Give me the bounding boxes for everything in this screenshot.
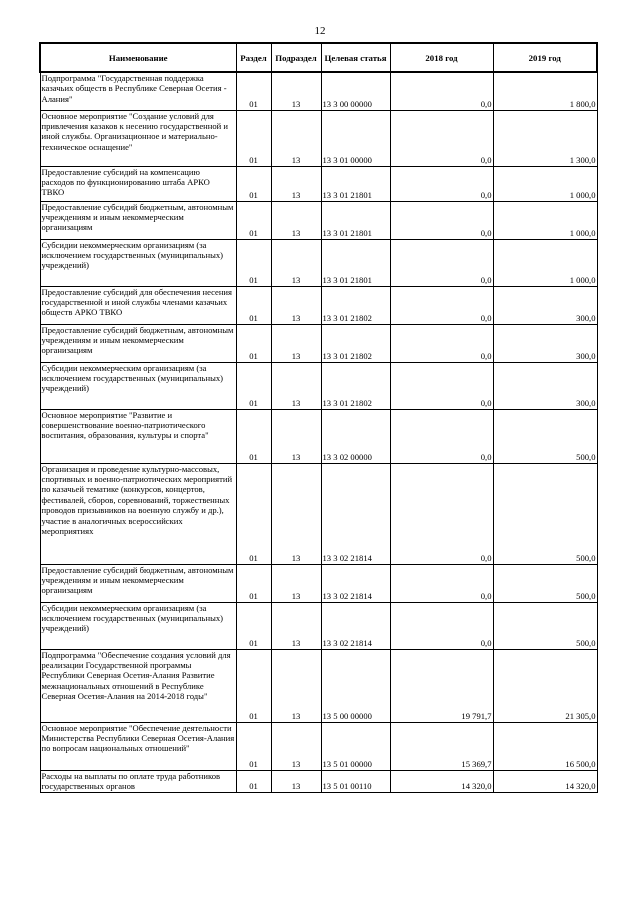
row-article: 13 3 01 21801 — [321, 166, 390, 201]
header-row — [40, 43, 597, 72]
table-row — [40, 239, 597, 286]
row-subsection: 13 — [271, 770, 321, 792]
row-subsection: 13 — [271, 649, 321, 722]
table-row — [40, 166, 597, 201]
row-section: 01 — [236, 770, 271, 792]
row-subsection: 13 — [271, 409, 321, 463]
row-amount-2018: 0,0 — [390, 602, 493, 649]
row-name: Расходы на выплаты по оплате труда работников государственных органов — [40, 770, 236, 792]
row-article: 13 5 01 00110 — [321, 770, 390, 792]
row-amount-2019: 500,0 — [493, 409, 597, 463]
row-section: 01 — [236, 463, 271, 564]
header-2019: 2019 год — [493, 43, 597, 72]
row-section: 01 — [236, 649, 271, 722]
row-article: 13 3 01 21801 — [321, 201, 390, 239]
row-article: 13 5 01 00000 — [321, 722, 390, 770]
page-number: 12 — [314, 25, 326, 37]
row-article: 13 3 01 21801 — [321, 239, 390, 286]
row-amount-2019: 1 000,0 — [493, 201, 597, 239]
row-amount-2018: 0,0 — [390, 201, 493, 239]
row-article: 13 3 02 00000 — [321, 409, 390, 463]
row-subsection: 13 — [271, 362, 321, 409]
row-amount-2019: 300,0 — [493, 286, 597, 324]
row-subsection: 13 — [271, 564, 321, 602]
header-2018: 2018 год — [390, 43, 493, 72]
row-name: Подпрограмма "Государственная поддержка казачьих обществ в Республике Северная Осетия - Алания" — [40, 72, 236, 110]
row-amount-2019: 1 300,0 — [493, 110, 597, 166]
table-row — [40, 72, 597, 110]
row-amount-2018: 19 791,7 — [390, 649, 493, 722]
row-amount-2018: 0,0 — [390, 72, 493, 110]
row-amount-2019: 300,0 — [493, 362, 597, 409]
row-name: Субсидии некоммерческим организациям (за исключением государственных (муниципальных) учреждений) — [40, 362, 236, 409]
row-name: Основное мероприятие "Обеспечение деятельности Министерства Республики Северная Осетия-Алания по вопросам национальных отношений" — [40, 722, 236, 770]
row-article: 13 3 02 21814 — [321, 564, 390, 602]
header-section: Раздел — [236, 43, 271, 72]
row-amount-2019: 1 000,0 — [493, 166, 597, 201]
row-amount-2018: 0,0 — [390, 564, 493, 602]
row-article: 13 3 02 21814 — [321, 463, 390, 564]
table-row — [40, 362, 597, 409]
row-section: 01 — [236, 409, 271, 463]
row-article: 13 3 02 21814 — [321, 602, 390, 649]
row-subsection: 13 — [271, 602, 321, 649]
row-section: 01 — [236, 324, 271, 362]
row-amount-2018: 14 320,0 — [390, 770, 493, 792]
row-amount-2019: 300,0 — [493, 324, 597, 362]
header-subsection: Подраздел — [271, 43, 321, 72]
row-section: 01 — [236, 602, 271, 649]
table-row — [40, 201, 597, 239]
row-section: 01 — [236, 239, 271, 286]
table-row — [40, 324, 597, 362]
row-amount-2019: 500,0 — [493, 564, 597, 602]
row-amount-2018: 0,0 — [390, 409, 493, 463]
row-subsection: 13 — [271, 239, 321, 286]
table-row — [40, 602, 597, 649]
row-amount-2018: 0,0 — [390, 324, 493, 362]
row-name: Субсидии некоммерческим организациям (за исключением государственных (муниципальных) учреждений) — [40, 602, 236, 649]
row-subsection: 13 — [271, 463, 321, 564]
row-amount-2019: 500,0 — [493, 602, 597, 649]
row-subsection: 13 — [271, 201, 321, 239]
row-amount-2019: 21 305,0 — [493, 649, 597, 722]
row-article: 13 3 01 21802 — [321, 362, 390, 409]
row-name: Предоставление субсидий бюджетным, автономным учреждениям и иным некоммерческим организациям — [40, 201, 236, 239]
row-subsection: 13 — [271, 166, 321, 201]
row-subsection: 13 — [271, 722, 321, 770]
row-name: Предоставление субсидий бюджетным, автономным учреждениям и иным некоммерческим организациям — [40, 324, 236, 362]
header-name: Наименование — [40, 43, 236, 72]
row-section: 01 — [236, 201, 271, 239]
row-name: Основное мероприятие "Развитие и совершенствование военно-патриотического воспитания, образования, культуры и спорта" — [40, 409, 236, 463]
row-amount-2018: 0,0 — [390, 286, 493, 324]
row-amount-2019: 500,0 — [493, 463, 597, 564]
row-section: 01 — [236, 722, 271, 770]
row-section: 01 — [236, 362, 271, 409]
row-subsection: 13 — [271, 72, 321, 110]
row-name: Основное мероприятие "Создание условий для привлечения казаков к несению государственной и иной службы. Организационное и материально-техническое оснащение" — [40, 110, 236, 166]
row-section: 01 — [236, 564, 271, 602]
row-amount-2018: 15 369,7 — [390, 722, 493, 770]
row-name: Предоставление субсидий бюджетным, автономным учреждениям и иным некоммерческим организациям — [40, 564, 236, 602]
table-row — [40, 286, 597, 324]
row-subsection: 13 — [271, 110, 321, 166]
table-row — [40, 770, 597, 792]
table-row — [40, 463, 597, 564]
row-article: 13 3 00 00000 — [321, 72, 390, 110]
row-amount-2019: 1 000,0 — [493, 239, 597, 286]
table-row — [40, 564, 597, 602]
table-row — [40, 722, 597, 770]
row-section: 01 — [236, 110, 271, 166]
row-name: Предоставление субсидий на компенсацию расходов по функционированию штаба АРКО ТВКО — [40, 166, 236, 201]
row-amount-2019: 14 320,0 — [493, 770, 597, 792]
row-amount-2018: 0,0 — [390, 110, 493, 166]
row-article: 13 3 01 21802 — [321, 286, 390, 324]
row-section: 01 — [236, 72, 271, 110]
table-row — [40, 409, 597, 463]
header-article: Целевая статья — [321, 43, 390, 72]
row-section: 01 — [236, 166, 271, 201]
row-article: 13 5 00 00000 — [321, 649, 390, 722]
row-subsection: 13 — [271, 286, 321, 324]
row-amount-2019: 1 800,0 — [493, 72, 597, 110]
row-article: 13 3 01 00000 — [321, 110, 390, 166]
row-section: 01 — [236, 286, 271, 324]
row-subsection: 13 — [271, 324, 321, 362]
row-amount-2018: 0,0 — [390, 362, 493, 409]
row-amount-2018: 0,0 — [390, 463, 493, 564]
row-name: Субсидии некоммерческим организациям (за исключением государственных (муниципальных) учреждений) — [40, 239, 236, 286]
row-amount-2018: 0,0 — [390, 166, 493, 201]
row-amount-2019: 16 500,0 — [493, 722, 597, 770]
table-row — [40, 110, 597, 166]
row-amount-2018: 0,0 — [390, 239, 493, 286]
budget-table — [39, 42, 598, 793]
row-name: Организация и проведение культурно-массовых, спортивных и военно-патриотических мероприятий по казачьей тематике (конкурсов, концертов, фестивалей, сборов, соревнований, торжественных проводов призывников на военную службу и др.), участие в аналогичных всероссийских мероприятиях — [40, 463, 236, 564]
row-name: Подпрограмма "Обеспечение создания условий для реализации Государственной программы Республики Северная Осетия-Алания Развитие межнациональных отношений в Республике Северная Осетия-Алания на 2014-2018 годы" — [40, 649, 236, 722]
row-name: Предоставление субсидий для обеспечения несения государственной и иной службы членами казачьих обществ АРКО ТВКО — [40, 286, 236, 324]
row-article: 13 3 01 21802 — [321, 324, 390, 362]
table-row — [40, 649, 597, 722]
